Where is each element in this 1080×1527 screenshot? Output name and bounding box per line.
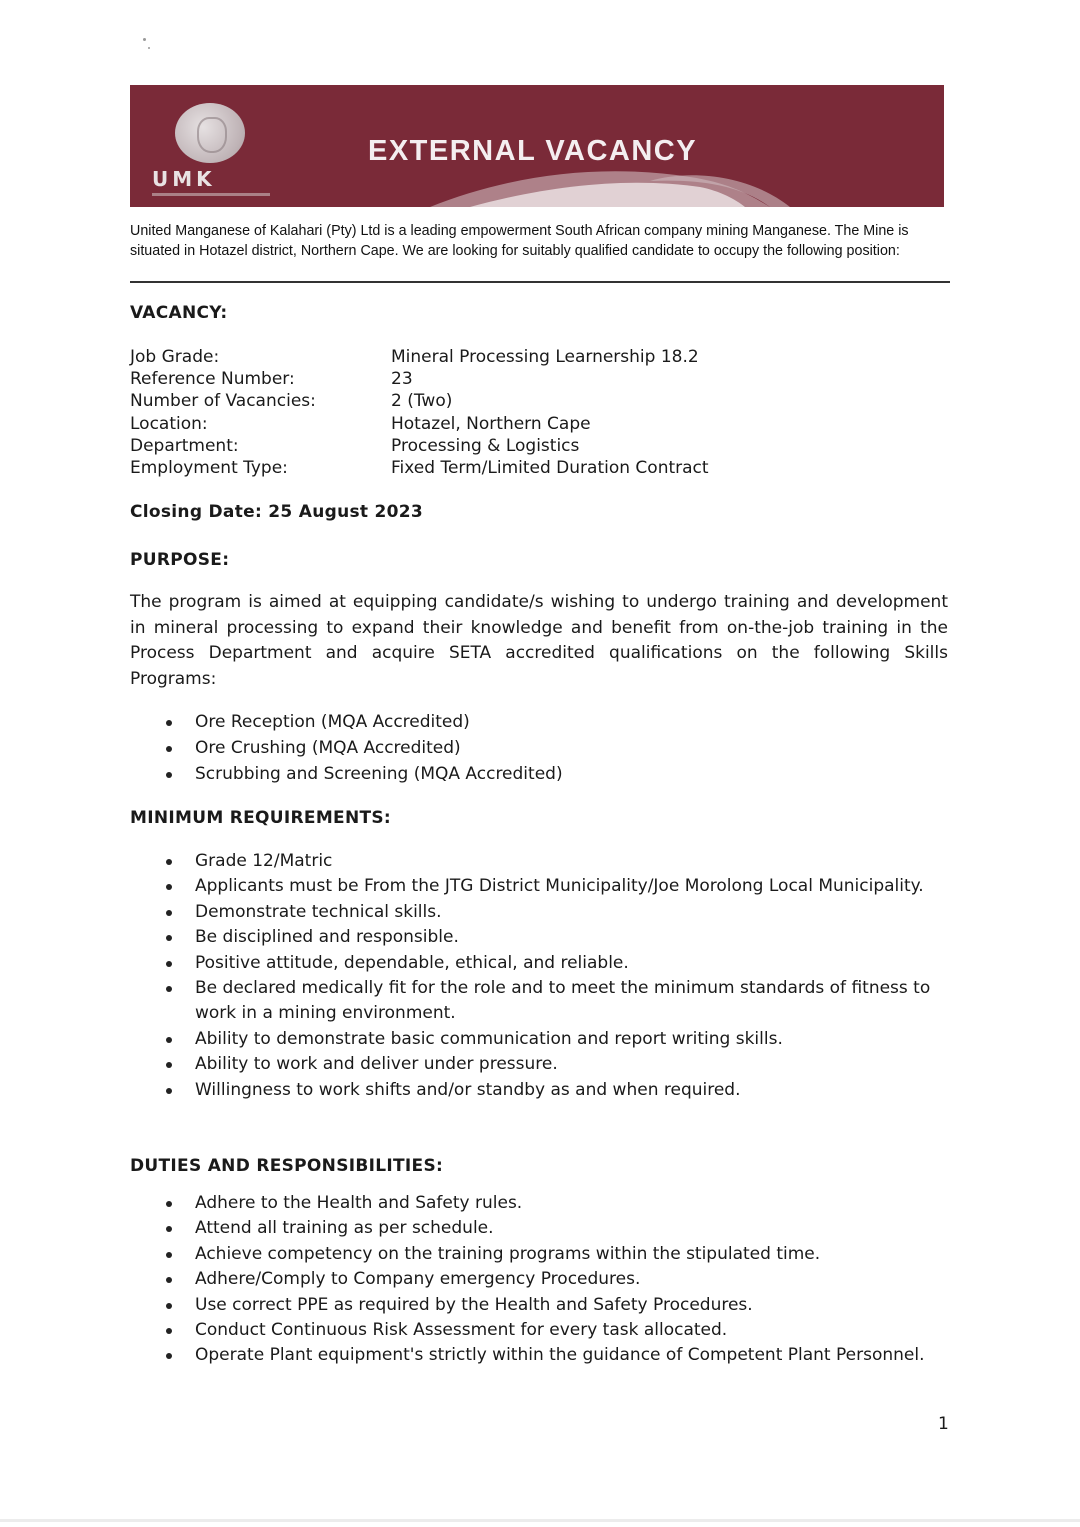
list-item: Adhere to the Health and Safety rules. (130, 1191, 950, 1216)
list-item: Operate Plant equipment's strictly within the guidance of Competent Plant Personnel. (130, 1343, 950, 1368)
vacancy-label: Department: (130, 435, 239, 456)
vacancy-value: Hotazel, Northern Cape (391, 413, 591, 434)
list-item: Adhere/Comply to Company emergency Procedures. (130, 1267, 950, 1292)
requirements-heading: MINIMUM REQUIREMENTS: (130, 808, 392, 828)
list-item: Scrubbing and Screening (MQA Accredited) (130, 762, 950, 788)
scan-speck (143, 38, 146, 41)
list-item: Use correct PPE as required by the Health and Safety Procedures. (130, 1293, 950, 1318)
scan-speck (148, 47, 150, 49)
list-item: Be declared medically fit for the role and to meet the minimum standards of fitness to work in a mining environment. (130, 976, 950, 1027)
purpose-paragraph: The program is aimed at equipping candidate/s wishing to undergo training and development in mineral processing to expand their knowledge and benefit from on-the-job training in the Process Department and acquire SETA accredited qualifications on the following Skills Programs: (130, 592, 948, 689)
list-item: Attend all training as per schedule. (130, 1216, 950, 1241)
vacancy-label: Number of Vacancies: (130, 391, 316, 412)
duties-heading: DUTIES AND RESPONSIBILITIES: (130, 1156, 444, 1176)
list-item: Be disciplined and responsible. (130, 925, 950, 950)
vacancy-label: Employment Type: (130, 457, 288, 478)
logo-tagline (152, 193, 270, 196)
list-item: Ore Reception (MQA Accredited) (130, 710, 950, 736)
list-item: Positive attitude, dependable, ethical, and reliable. (130, 951, 950, 976)
vacancy-heading: VACANCY: (130, 303, 228, 323)
skills-program-list (130, 710, 950, 787)
intro-paragraph: United Manganese of Kalahari (Pty) Ltd is a leading empowerment South African company mining Manganese. The Mine is situated in Hotazel district, Northern Cape. We are looking for suitably qualified candidate to occupy the following position: (130, 223, 909, 259)
vacancy-label: Location: (130, 413, 208, 434)
logo-emblem (175, 103, 245, 163)
vacancy-value: Processing & Logistics (391, 435, 580, 456)
closing-date: Closing Date: 25 August 2023 (130, 502, 424, 522)
list-item: Ore Crushing (MQA Accredited) (130, 736, 950, 762)
umk-logo (142, 93, 272, 201)
duties-list (130, 1191, 950, 1369)
vacancy-value: Mineral Processing Learnership 18.2 (391, 347, 699, 367)
vacancy-value: 23 (391, 369, 413, 390)
vacancy-label: Job Grade: (130, 347, 220, 367)
scan-edge (0, 1519, 1080, 1522)
list-item: Ability to work and deliver under pressure. (130, 1052, 950, 1077)
list-item: Conduct Continuous Risk Assessment for every task allocated. (130, 1318, 950, 1343)
purpose-heading: PURPOSE: (130, 550, 230, 570)
vacancy-value: 2 (Two) (391, 391, 453, 412)
logo-wordmark: UMK (152, 167, 216, 191)
list-item: Achieve competency on the training programs within the stipulated time. (130, 1242, 950, 1267)
banner-title: EXTERNAL VACANCY (368, 135, 698, 167)
vacancy-banner (130, 85, 944, 207)
vacancy-label: Reference Number: (130, 369, 295, 390)
list-item: Applicants must be From the JTG District Municipality/Joe Morolong Local Municipality. (130, 874, 950, 899)
list-item: Ability to demonstrate basic communication and report writing skills. (130, 1027, 950, 1052)
list-item: Willingness to work shifts and/or standby as and when required. (130, 1078, 950, 1103)
list-item: Demonstrate technical skills. (130, 900, 950, 925)
list-item: Grade 12/Matric (130, 849, 950, 874)
vacancy-value: Fixed Term/Limited Duration Contract (391, 457, 709, 478)
page-number: 1 (938, 1414, 949, 1434)
intro-divider (130, 281, 950, 283)
requirements-list (130, 849, 950, 1103)
